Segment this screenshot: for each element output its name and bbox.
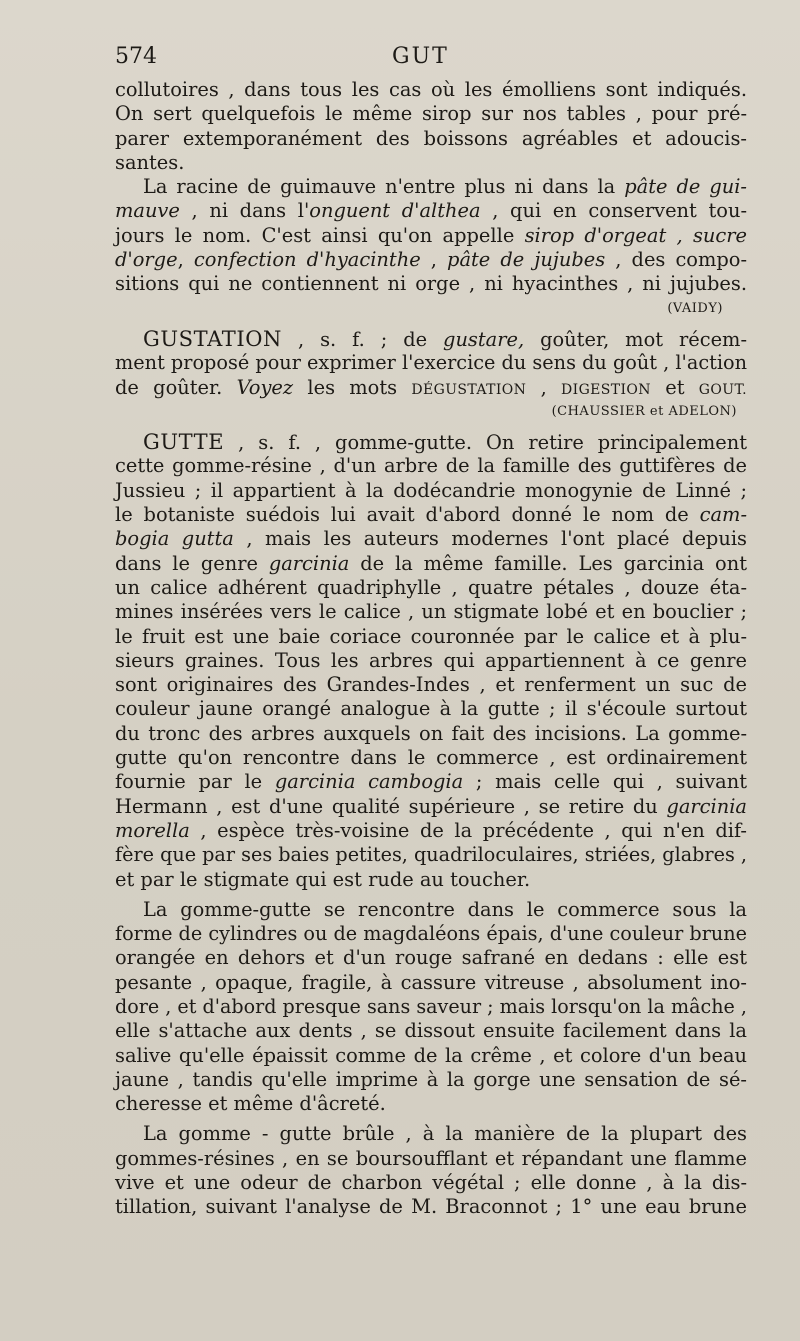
text-line: parer extemporanément des boissons agréables et adoucis- xyxy=(115,126,747,150)
text-line: dore , et d'abord presque sans saveur ; mais lorsqu'on la mâche , xyxy=(115,994,747,1018)
text-line: ment proposé pour exprimer l'exercice du sens du goût , l'action xyxy=(115,351,747,375)
text-line: salive qu'elle épaissit comme de la crême , et colore d'un beau xyxy=(115,1043,747,1067)
author-signature: (CHAUSSIER et ADELON) xyxy=(551,403,737,419)
page-header xyxy=(115,40,745,70)
text-line: sont originaires des Grandes-Indes , et renferment un suc de xyxy=(115,673,747,697)
author-signature: (VAIDY) xyxy=(667,300,723,316)
text-line: gommes-résines , en se boursoufflant et répandant une flamme xyxy=(115,1146,747,1170)
entry-heading-gustation: GUSTATION , s. f. ; de gustare, goûter, mot récem- xyxy=(143,326,747,351)
text-line: cheresse et même d'âcreté. xyxy=(115,1092,386,1116)
text-line: collutoires , dans tous les cas où les émolliens sont indiqués. xyxy=(115,78,747,101)
text-line: La racine de guimauve n'entre plus ni dans la pâte de gui- xyxy=(143,175,747,199)
text-line: vive et une odeur de charbon végétal ; elle donne , à la dis- xyxy=(115,1171,747,1195)
entry-heading-gutte: GUTTE , s. f. , gomme-gutte. On retire principalement xyxy=(143,430,747,455)
text-line: cette gomme-résine , d'un arbre de la famille des guttifères de xyxy=(115,454,747,478)
text-line: mauve , ni dans l'onguent d'althea , qui en conservent tou- xyxy=(115,199,747,223)
page-number: 574 xyxy=(115,44,157,69)
text-line: elle s'attache aux dents , se dissout ensuite facilement dans la xyxy=(115,1019,747,1043)
text-line: La gomme-gutte se rencontre dans le commerce sous la xyxy=(143,897,747,921)
text-line: morella , espèce très-voisine de la précédente , qui n'en dif- xyxy=(115,818,747,842)
text-line: bogia gutta , mais les auteurs modernes l'ont placé depuis xyxy=(115,527,747,551)
text-line: fère que par ses baies petites, quadriloculaires, striées, glabres , xyxy=(115,843,747,867)
text-line: du tronc des arbres auxquels on fait des incisions. La gomme- xyxy=(115,721,747,745)
text-line: forme de cylindres ou de magdaléons épais, d'une couleur brune xyxy=(115,922,747,946)
text-line: un calice adhérent quadriphylle , quatre pétales , douze éta- xyxy=(115,575,747,599)
text-line: et par le stigmate qui est rude au toucher. xyxy=(115,867,531,891)
text-line: mines insérées vers le calice , un stigmate lobé et en bouclier ; xyxy=(115,600,747,624)
text-line: d'orge, confection d'hyacinthe , pâte de jujubes , des compo- xyxy=(115,248,748,272)
text-line: Jussieu ; il appartient à la dodécandrie monogynie de Linné ; xyxy=(115,478,747,502)
running-head: GUT xyxy=(392,44,449,69)
text-line: dans le genre garcinia de la même famille. Les garcinia ont xyxy=(115,551,747,575)
text-line: jours le nom. C'est ainsi qu'on appelle sirop d'orgeat , sucre xyxy=(115,223,747,247)
text-line: santes. xyxy=(115,150,185,174)
text-line: Hermann , est d'une qualité supérieure , se retire du garcinia xyxy=(115,794,747,818)
text-line: le fruit est une baie coriace couronnée par le calice et à plu- xyxy=(115,624,747,648)
text-line: fournie par le garcinia cambogia ; mais celle qui , suivant xyxy=(115,770,747,794)
text-line: couleur jaune orangé analogue à la gutte ; il s'écoule surtout xyxy=(115,697,747,721)
text-line: pesante , opaque, fragile, à cassure vitreuse , absolument ino- xyxy=(115,970,747,994)
text-line: de goûter. Voyez les mots DÉGUSTATION , DIGESTION et GOUT. xyxy=(115,375,747,399)
text-line: La gomme - gutte brûle , à la manière de la plupart des xyxy=(143,1122,747,1146)
text-line: gutte qu'on rencontre dans le commerce , est ordinairement xyxy=(115,746,747,770)
page-body xyxy=(115,78,747,1220)
text-line: On sert quelquefois le même sirop sur nos tables , pour pré- xyxy=(115,102,747,126)
text-line: jaune , tandis qu'elle imprime à la gorge une sensation de sé- xyxy=(115,1067,747,1091)
text-line: orangée en dehors et d'un rouge safrané en dedans : elle est xyxy=(115,946,747,970)
text-line: sieurs graines. Tous les arbres qui appartiennent à ce genre xyxy=(115,648,747,672)
text-line: sitions qui ne contiennent ni orge , ni hyacinthes , ni jujubes. xyxy=(115,272,747,296)
text-line: le botaniste suédois lui avait d'abord donné le nom de cam- xyxy=(115,503,747,527)
text-line: tillation, suivant l'analyse de M. Braconnot ; 1° une eau brune xyxy=(115,1195,747,1219)
